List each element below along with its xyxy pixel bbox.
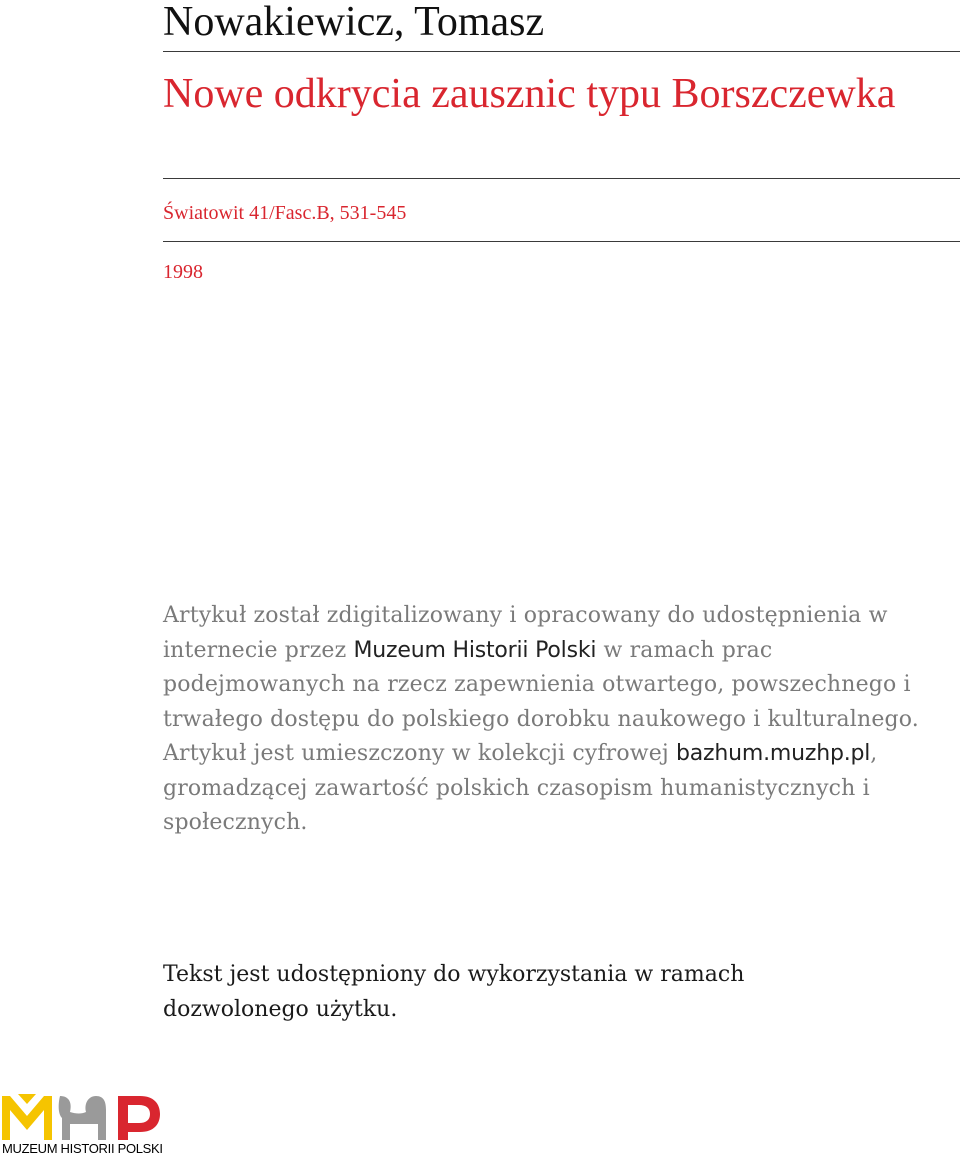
divider-top (163, 51, 960, 52)
article-title: Nowe odkrycia zausznic typu Borszczewka (163, 71, 896, 117)
digitization-note-part2: w ramach prac podejmowanych na rzecz zapewnienia otwartego, powszechnego i trwałego dostępu do polskiego dorobku naukowego i kulturalnego. Artykuł jest umieszczony w kolekcji cyfrowej (163, 637, 919, 766)
museum-logo (0, 1090, 170, 1158)
publication-year: 1998 (163, 261, 203, 283)
journal-source: Światowit 41/Fasc.B, 531-545 (163, 202, 407, 224)
license-note: Tekst jest udostępniony do wykorzystania w ramach dozwolonego użytku. (163, 962, 745, 1022)
logo-yellow-crown (18, 1094, 36, 1104)
divider-title (163, 178, 960, 179)
digitization-note-part3: , gromadzącej zawartość polskich czasopism humanistycznych i społecznych. (163, 741, 878, 835)
logo-gray-mark (59, 1096, 106, 1140)
logo-label: MUZEUM HISTORII POLSKI (2, 1141, 163, 1156)
digitization-note-part1: Artykuł został zdigitalizowany i opracowany do udostępnienia w internecie przez (163, 603, 888, 663)
divider-source (163, 241, 960, 242)
muzeum-historii-polski-logo-icon (0, 1090, 170, 1144)
institution-name: Muzeum Historii Polski (353, 637, 597, 663)
logo-gray-profile (74, 1100, 79, 1110)
site-link[interactable]: bazhum.muzhp.pl (676, 741, 871, 766)
logo-red-mark (118, 1096, 160, 1140)
author-name: Nowakiewicz, Tomasz (163, 0, 545, 45)
digitization-note (163, 599, 953, 841)
